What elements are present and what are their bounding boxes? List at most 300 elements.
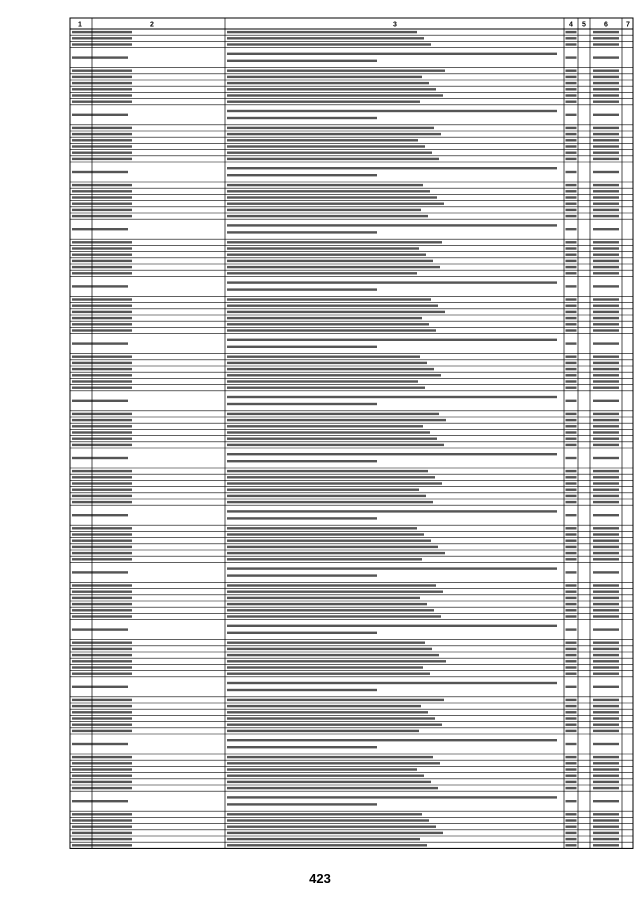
cell-period-text xyxy=(593,215,619,217)
cell-work-text xyxy=(227,438,437,440)
cell-year-text xyxy=(566,724,577,726)
cell-year-text xyxy=(566,298,577,300)
cell-period-text xyxy=(593,374,619,376)
cell-work-text xyxy=(227,110,557,112)
cell-place-text xyxy=(72,648,132,650)
header-col-3-number: 3 xyxy=(393,21,397,29)
cell-place-text xyxy=(72,43,132,45)
cell-work-text xyxy=(227,317,422,319)
table-row xyxy=(72,552,619,554)
cell-period-text xyxy=(593,705,619,707)
table-row xyxy=(72,317,619,319)
table-row xyxy=(72,654,619,656)
cell-period-text xyxy=(593,813,619,815)
cell-place-text xyxy=(72,844,132,846)
table-row xyxy=(72,260,619,262)
cell-place-text xyxy=(72,489,132,491)
cell-period-text xyxy=(593,145,619,147)
cell-work-text xyxy=(227,281,557,283)
table-row xyxy=(72,453,619,462)
cell-place-text xyxy=(72,724,132,726)
cell-place-text xyxy=(72,76,132,78)
cell-place-text xyxy=(72,311,132,313)
cell-period-text xyxy=(593,591,619,593)
cell-year-text xyxy=(566,654,577,656)
cell-work-text xyxy=(227,533,424,535)
cell-work-text xyxy=(227,567,557,569)
cell-period-text xyxy=(593,362,619,364)
cell-period-text xyxy=(593,558,619,560)
table-row xyxy=(72,305,619,307)
table-row xyxy=(72,660,619,662)
cell-period-text xyxy=(593,838,619,840)
cell-work-text xyxy=(227,425,423,427)
cell-year-text xyxy=(566,527,577,529)
cell-place-text xyxy=(72,329,132,331)
cell-year-text xyxy=(566,438,577,440)
cell-period-text xyxy=(593,380,619,382)
cell-work-text xyxy=(227,762,440,764)
cell-work-text xyxy=(227,387,425,389)
cell-place-text xyxy=(72,705,132,707)
cell-period-text xyxy=(593,686,619,688)
cell-year-text xyxy=(566,756,577,758)
cell-year-text xyxy=(566,591,577,593)
table-row xyxy=(72,88,619,90)
cell-work-text xyxy=(227,673,430,675)
cell-period-text xyxy=(593,356,619,358)
cell-work-text xyxy=(227,396,557,398)
table-row xyxy=(72,699,619,701)
cell-work-text xyxy=(227,756,433,758)
cell-place-text xyxy=(72,88,132,90)
cell-place-text xyxy=(72,597,132,599)
cell-work-text xyxy=(227,654,439,656)
cell-work-text xyxy=(227,94,443,96)
cell-place-text xyxy=(72,673,132,675)
cell-year-text xyxy=(566,584,577,586)
cell-work-text xyxy=(227,730,419,732)
cell-period-text xyxy=(593,431,619,433)
cell-work-text xyxy=(227,775,424,777)
table-row xyxy=(72,266,619,268)
table-row xyxy=(72,152,619,154)
table-row xyxy=(72,94,619,96)
cell-work-text xyxy=(227,603,427,605)
cell-place-text xyxy=(72,82,132,84)
cell-work-text xyxy=(227,152,432,154)
table-row xyxy=(72,362,619,364)
table-row xyxy=(72,584,619,586)
cell-place-text xyxy=(72,832,132,834)
cell-place-text xyxy=(72,628,128,630)
cell-period-text xyxy=(593,298,619,300)
table-row xyxy=(72,482,619,484)
cell-work-text xyxy=(227,540,431,542)
cell-period-text xyxy=(593,114,619,116)
cell-period-text xyxy=(593,171,619,173)
table-row xyxy=(72,323,619,325)
cell-place-text xyxy=(72,317,132,319)
cell-year-text xyxy=(566,203,577,205)
cell-year-text xyxy=(566,533,577,535)
cell-place-text xyxy=(72,247,132,249)
cell-year-text xyxy=(566,374,577,376)
cell-work-text xyxy=(227,666,423,668)
cell-work-text xyxy=(227,705,421,707)
cell-period-text xyxy=(593,323,619,325)
cell-period-text xyxy=(593,158,619,160)
cell-period-text xyxy=(593,43,619,45)
cell-place-text xyxy=(72,285,128,287)
table-row xyxy=(72,203,619,205)
cell-work-text xyxy=(227,813,422,815)
cell-period-text xyxy=(593,476,619,478)
cell-year-text xyxy=(566,94,577,96)
cell-work-text xyxy=(227,476,435,478)
table-row xyxy=(72,53,619,62)
cell-period-text xyxy=(593,209,619,211)
table-row xyxy=(72,110,619,119)
cell-work-text xyxy=(227,724,442,726)
cell-place-text xyxy=(72,457,128,459)
cell-year-text xyxy=(566,285,577,287)
cell-year-text xyxy=(566,673,577,675)
cell-work-text xyxy=(227,739,557,741)
cell-place-text xyxy=(72,184,132,186)
cell-period-text xyxy=(593,70,619,72)
cell-period-text xyxy=(593,254,619,256)
cell-period-text xyxy=(593,228,619,230)
cell-year-text xyxy=(566,342,577,344)
table-row xyxy=(72,247,619,249)
cell-period-text xyxy=(593,768,619,770)
cell-place-text xyxy=(72,787,132,789)
cell-place-text xyxy=(72,533,132,535)
cell-work-text xyxy=(227,419,446,421)
cell-period-text xyxy=(593,615,619,617)
cell-work-text xyxy=(227,37,424,39)
table-row xyxy=(72,224,619,233)
cell-period-text xyxy=(593,184,619,186)
cell-work-text xyxy=(227,70,445,72)
cell-place-text xyxy=(72,94,132,96)
cell-work-text xyxy=(227,546,438,548)
cell-year-text xyxy=(566,139,577,141)
cell-work-text xyxy=(227,470,428,472)
cell-work-text xyxy=(227,495,426,497)
cell-period-text xyxy=(593,285,619,287)
cell-period-text xyxy=(593,241,619,243)
cell-year-text xyxy=(566,666,577,668)
cell-period-text xyxy=(593,597,619,599)
cell-place-text xyxy=(72,768,132,770)
cell-work-text xyxy=(227,838,420,840)
cell-work-text xyxy=(227,444,444,446)
table-row xyxy=(72,31,619,33)
cell-place-text xyxy=(72,266,132,268)
table-row xyxy=(72,425,619,427)
cell-period-text xyxy=(593,571,619,573)
cell-year-text xyxy=(566,305,577,307)
cell-year-text xyxy=(566,844,577,846)
cell-place-text xyxy=(72,819,132,821)
cell-period-text xyxy=(593,781,619,783)
cell-work-text xyxy=(227,453,557,455)
table-row xyxy=(72,339,619,348)
cell-period-text xyxy=(593,648,619,650)
cell-work-text xyxy=(227,127,434,129)
table-row xyxy=(72,730,619,732)
cell-place-text xyxy=(72,196,132,198)
cell-place-text xyxy=(72,114,128,116)
cell-year-text xyxy=(566,711,577,713)
cell-period-text xyxy=(593,438,619,440)
cell-period-text xyxy=(593,660,619,662)
table-row xyxy=(72,215,619,217)
cell-work-text xyxy=(227,133,441,135)
table-row xyxy=(72,70,619,72)
table-row xyxy=(72,127,619,129)
table-row xyxy=(72,838,619,840)
cell-work-text xyxy=(227,215,428,217)
cell-place-text xyxy=(72,152,132,154)
cell-period-text xyxy=(593,457,619,459)
table-row xyxy=(72,615,619,617)
cell-place-text xyxy=(72,711,132,713)
cell-year-text xyxy=(566,495,577,497)
cell-place-text xyxy=(72,775,132,777)
cell-work-text xyxy=(227,625,557,627)
header-col-7-number: 7 xyxy=(626,21,630,29)
table-row xyxy=(72,167,619,176)
cell-place-text xyxy=(72,431,132,433)
cell-year-text xyxy=(566,362,577,364)
cell-work-text xyxy=(227,311,445,313)
cell-period-text xyxy=(593,342,619,344)
cell-work-text xyxy=(227,460,377,462)
cell-year-text xyxy=(566,31,577,33)
cell-place-text xyxy=(72,260,132,262)
cell-period-text xyxy=(593,94,619,96)
cell-place-text xyxy=(72,356,132,358)
table-row xyxy=(72,724,619,726)
cell-period-text xyxy=(593,819,619,821)
cell-period-text xyxy=(593,101,619,103)
cell-period-text xyxy=(593,699,619,701)
cell-place-text xyxy=(72,209,132,211)
cell-year-text xyxy=(566,457,577,459)
cell-year-text xyxy=(566,558,577,560)
cell-work-text xyxy=(227,642,425,644)
cell-work-text xyxy=(227,224,557,226)
table-row xyxy=(72,832,619,834)
cell-work-text xyxy=(227,574,377,576)
cell-work-text xyxy=(227,591,443,593)
cell-work-text xyxy=(227,552,445,554)
cell-work-text xyxy=(227,346,377,348)
cell-year-text xyxy=(566,470,577,472)
cell-year-text xyxy=(566,431,577,433)
table-row xyxy=(72,209,619,211)
cell-period-text xyxy=(593,584,619,586)
cell-place-text xyxy=(72,139,132,141)
cell-period-text xyxy=(593,400,619,402)
table-row xyxy=(72,356,619,358)
cell-year-text xyxy=(566,425,577,427)
cell-period-text xyxy=(593,305,619,307)
table-row xyxy=(72,311,619,313)
cell-period-text xyxy=(593,203,619,205)
table-row xyxy=(72,533,619,535)
table-row xyxy=(72,241,619,243)
cell-place-text xyxy=(72,203,132,205)
cell-place-text xyxy=(72,699,132,701)
cell-work-text xyxy=(227,403,377,405)
cell-work-text xyxy=(227,787,438,789)
cell-year-text xyxy=(566,323,577,325)
cell-year-text xyxy=(566,82,577,84)
cell-period-text xyxy=(593,527,619,529)
cell-period-text xyxy=(593,540,619,542)
cell-place-text xyxy=(72,615,132,617)
cell-place-text xyxy=(72,241,132,243)
cell-work-text xyxy=(227,796,557,798)
cell-period-text xyxy=(593,775,619,777)
cell-period-text xyxy=(593,724,619,726)
cell-year-text xyxy=(566,476,577,478)
cell-period-text xyxy=(593,152,619,154)
cell-work-text xyxy=(227,584,436,586)
cell-place-text xyxy=(72,762,132,764)
cell-place-text xyxy=(72,584,132,586)
cell-year-text xyxy=(566,514,577,516)
cell-work-text xyxy=(227,609,434,611)
cell-year-text xyxy=(566,88,577,90)
cell-year-text xyxy=(566,552,577,554)
cell-year-text xyxy=(566,356,577,358)
cell-work-text xyxy=(227,380,418,382)
table-row xyxy=(72,254,619,256)
header-col-1-number: 1 xyxy=(78,21,82,29)
cell-period-text xyxy=(593,413,619,415)
cell-work-text xyxy=(227,190,430,192)
table-row xyxy=(72,470,619,472)
cell-period-text xyxy=(593,482,619,484)
cell-place-text xyxy=(72,514,128,516)
cell-year-text xyxy=(566,101,577,103)
cell-year-text xyxy=(566,184,577,186)
table-row xyxy=(72,682,619,691)
cell-year-text xyxy=(566,76,577,78)
cell-period-text xyxy=(593,533,619,535)
cell-work-text xyxy=(227,272,417,274)
cell-year-text xyxy=(566,266,577,268)
cell-place-text xyxy=(72,387,132,389)
cell-work-text xyxy=(227,288,377,290)
cell-work-text xyxy=(227,527,417,529)
cell-period-text xyxy=(593,501,619,503)
table-row xyxy=(72,597,619,599)
cell-year-text xyxy=(566,241,577,243)
cell-period-text xyxy=(593,826,619,828)
table-row xyxy=(72,158,619,160)
cell-work-text xyxy=(227,819,429,821)
table-row xyxy=(72,813,619,815)
cell-work-text xyxy=(227,597,420,599)
cell-work-text xyxy=(227,362,427,364)
table-row xyxy=(72,603,619,605)
cell-period-text xyxy=(593,762,619,764)
cell-place-text xyxy=(72,546,132,548)
cell-work-text xyxy=(227,209,421,211)
cell-place-text xyxy=(72,374,132,376)
cell-year-text xyxy=(566,56,577,58)
cell-place-text xyxy=(72,603,132,605)
cell-place-text xyxy=(72,470,132,472)
cell-work-text xyxy=(227,298,431,300)
cell-place-text xyxy=(72,800,128,802)
table-row xyxy=(72,510,619,519)
cell-period-text xyxy=(593,470,619,472)
cell-year-text xyxy=(566,317,577,319)
cell-year-text xyxy=(566,800,577,802)
cell-period-text xyxy=(593,673,619,675)
cell-year-text xyxy=(566,37,577,39)
cell-place-text xyxy=(72,552,132,554)
cell-year-text xyxy=(566,501,577,503)
table-row xyxy=(72,76,619,78)
header-col-4-number: 4 xyxy=(569,21,573,29)
cell-place-text xyxy=(72,70,132,72)
cell-year-text xyxy=(566,152,577,154)
cell-place-text xyxy=(72,380,132,382)
cell-work-text xyxy=(227,803,377,805)
cell-period-text xyxy=(593,552,619,554)
table-row xyxy=(72,43,619,45)
cell-place-text xyxy=(72,425,132,427)
cell-period-text xyxy=(593,666,619,668)
table-row xyxy=(72,642,619,644)
cell-place-text xyxy=(72,228,128,230)
cell-year-text xyxy=(566,819,577,821)
cell-period-text xyxy=(593,800,619,802)
cell-year-text xyxy=(566,546,577,548)
cell-work-text xyxy=(227,184,423,186)
cell-work-text xyxy=(227,254,426,256)
cell-place-text xyxy=(72,813,132,815)
table-row xyxy=(72,413,619,415)
cell-period-text xyxy=(593,832,619,834)
cell-year-text xyxy=(566,158,577,160)
table-row xyxy=(72,431,619,433)
cell-period-text xyxy=(593,82,619,84)
cell-work-text xyxy=(227,117,377,119)
cell-year-text xyxy=(566,190,577,192)
cell-year-text xyxy=(566,730,577,732)
cell-work-text xyxy=(227,53,557,55)
table-row xyxy=(72,527,619,529)
cell-period-text xyxy=(593,628,619,630)
cell-period-text xyxy=(593,743,619,745)
cell-year-text xyxy=(566,133,577,135)
cell-place-text xyxy=(72,31,132,33)
cell-year-text xyxy=(566,145,577,147)
cell-year-text xyxy=(566,826,577,828)
cell-year-text xyxy=(566,272,577,274)
cell-work-text xyxy=(227,826,436,828)
cell-work-text xyxy=(227,356,420,358)
